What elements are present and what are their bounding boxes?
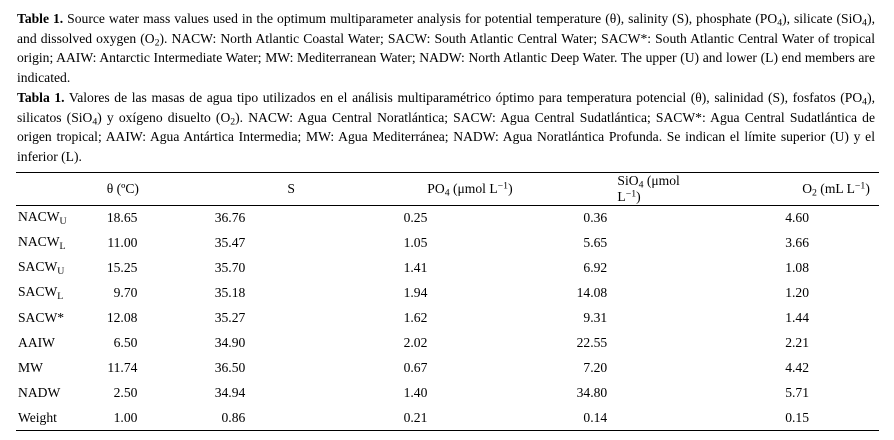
cell-value: 4.60	[785, 209, 809, 225]
cell-value: 34.90	[214, 334, 246, 350]
header-cell: SiO$_4$ (μmol $L^{-1}$)	[617, 173, 680, 204]
table-row	[16, 205, 879, 230]
table-header-row	[16, 173, 879, 205]
cell-value: 1.20	[785, 284, 809, 300]
cell-value: 18.65	[106, 209, 138, 225]
row-label: $SACW_L$	[18, 283, 64, 302]
cell-value: 35.47	[214, 234, 246, 250]
caption-text: Valores de las masas de agua tipo utilizados en el análisis multiparamétrico óptimo para temperatura potencial (θ), salinidad (S), fosfatos $(PO_4)$, silicatos (SiO$_4$) y oxígeno disuelto $(O_2)$. NACW: Agua Central Noratlántica; SACW: Agua Central Sudatlántica; SACW*: Agua Central Sudatlántica de origen tropical; AAIW: Agua Antártica Intermedia; MW: Agua Mediterránea; NADW: Agua Noratlántica Profunda. Se indican el límite superior (U) y el inferior (L).	[17, 90, 875, 164]
cell-value: 6.92	[583, 259, 608, 275]
table-row	[16, 305, 879, 330]
row-label: $NACW_L$	[18, 233, 66, 252]
cell-value: 35.27	[214, 309, 246, 325]
table-row	[16, 230, 879, 255]
cell-value: 14.08	[576, 284, 608, 300]
cell-value: 1.00	[113, 409, 138, 425]
header-cell	[16, 173, 87, 205]
cell-value: 9.70	[113, 284, 138, 300]
row-label: $SACW_U$	[18, 258, 65, 277]
cell-value: 0.14	[583, 409, 608, 425]
header-cell: $PO_4$ (μmol $L^{-1}$)	[427, 180, 513, 199]
cell-value: 12.08	[106, 309, 138, 325]
cell-value: 4.42	[785, 359, 809, 375]
cell-value: 35.70	[214, 259, 246, 275]
row-label: NADW	[18, 384, 61, 400]
cell-value: 22.55	[576, 334, 608, 350]
cell-value: 2.02	[403, 334, 428, 350]
table-row	[16, 355, 879, 380]
cell-value: 9.31	[583, 309, 608, 325]
cell-value: 0.36	[583, 209, 608, 225]
caption-label: Tabla 1.	[17, 90, 65, 105]
row-label: MW	[18, 359, 43, 375]
cell-value: 5.71	[785, 384, 809, 400]
cell-value: 1.94	[403, 284, 428, 300]
table-bottom-rule	[16, 430, 879, 431]
cell-value: 1.08	[785, 259, 809, 275]
caption-text: Source water mass values used in the optimum multiparameter analysis for potential temperature (θ), salinity (S), phosphate $(PO_4)$, silicate (SiO$_4$), and dissolved oxygen $(O_2)$. NACW: North Atlantic Coastal Water; SACW: South Atlantic Central Water; SACW*: South Atlantic Central Water of tropical origin; AAIW: Antarctic Intermediate Water; MW: Mediterranean Water; NADW: North Atlantic Deep Water. The upper (U) and lower (L) end members are indicated.	[17, 11, 875, 85]
row-label: $NACW_U$	[18, 208, 67, 227]
row-label: SACW*	[18, 309, 65, 325]
cell-value: 36.76	[214, 209, 246, 225]
cell-value: 1.44	[785, 309, 809, 325]
cell-value: 0.86	[221, 409, 246, 425]
table-row	[16, 330, 879, 355]
cell-value: 15.25	[106, 259, 138, 275]
cell-value: 1.41	[403, 259, 428, 275]
data-table	[16, 173, 879, 430]
table-row	[16, 280, 879, 305]
row-label: Weight	[18, 409, 57, 425]
cell-value: 11.00	[107, 234, 138, 250]
table-caption-english	[17, 9, 875, 87]
cell-value: 1.40	[403, 384, 428, 400]
cell-value: 0.15	[785, 409, 809, 425]
table-caption-spanish	[17, 88, 875, 166]
cell-value: 2.50	[113, 384, 138, 400]
header-cell: $O_2$ (mL $L^{-1}$)	[802, 180, 870, 199]
cell-value: 0.25	[403, 209, 428, 225]
cell-value: 0.67	[403, 359, 428, 375]
caption-label: Table 1.	[17, 11, 64, 26]
cell-value: 35.18	[214, 284, 246, 300]
row-label: AAIW	[18, 334, 55, 350]
cell-value: 1.62	[403, 309, 428, 325]
table-row	[16, 405, 879, 430]
cell-value: 2.21	[785, 334, 809, 350]
table-row	[16, 255, 879, 280]
header-cell: S	[287, 181, 295, 196]
cell-value: 0.21	[403, 409, 428, 425]
table-row	[16, 380, 879, 405]
cell-value: 11.74	[107, 359, 138, 375]
cell-value: 3.66	[785, 234, 809, 250]
header-cell: θ (ºC)	[106, 181, 139, 196]
cell-value: 6.50	[113, 334, 138, 350]
cell-value: 5.65	[583, 234, 608, 250]
cell-value: 7.20	[583, 359, 608, 375]
cell-value: 34.80	[576, 384, 608, 400]
cell-value: 34.94	[214, 384, 246, 400]
cell-value: 1.05	[403, 234, 428, 250]
cell-value: 36.50	[214, 359, 246, 375]
